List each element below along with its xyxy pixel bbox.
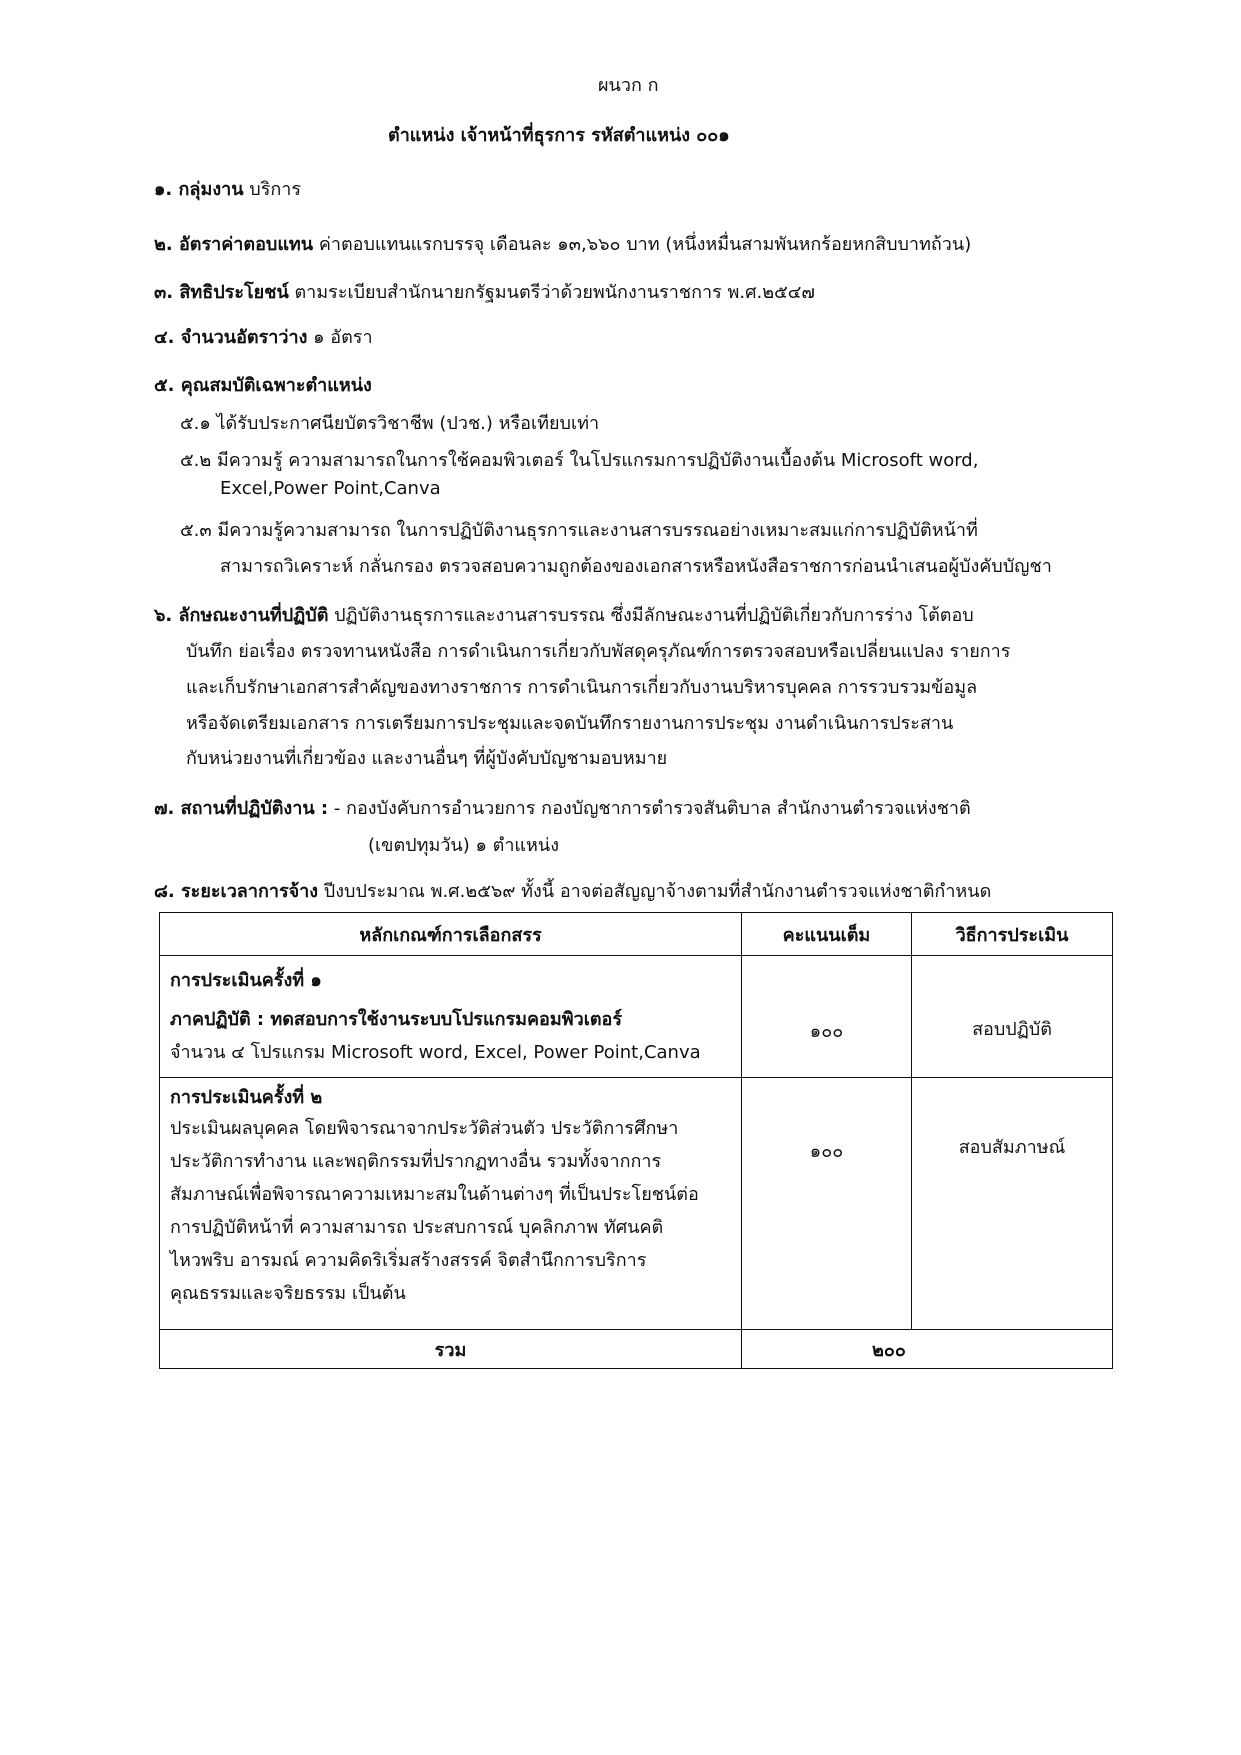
method-cell-2	[912, 1078, 1113, 1330]
score-cell-1	[742, 956, 912, 1078]
duties-line-1	[154, 600, 974, 629]
qualification-5-1: ๕.๑ ได้รับประกาศนียบัตรวิชาชีพ (ปวช.) หรือเทียบเท่า	[180, 413, 600, 434]
assessment-2-line-5: ไหวพริบ อารมณ์ ความคิดริเริ่มสร้างสรรค์ จิตสำนึกการบริการ	[170, 1250, 647, 1271]
duties-line-2: บันทึก ย่อเรื่อง ตรวจทานหนังสือ การดำเนินการเกี่ยวกับพัสดุครุภัณฑ์การตรวจสอบหรือเปลี่ยนแปลง รายการ	[186, 641, 1011, 662]
assessment-1-line-1: ภาคปฏิบัติ : ทดสอบการใช้งานระบบโปรแกรมคอมพิวเตอร์	[170, 1009, 623, 1030]
score-1: ๑๐๐	[809, 1021, 844, 1042]
workplace-line-2: (เขตปทุมวัน) ๑ ตำแหน่ง	[368, 835, 559, 856]
total-value-cell: ๒๐๐	[742, 1330, 1113, 1369]
period-label: ๘. ระยะเวลาการจ้าง	[154, 881, 319, 902]
table-header-row	[160, 913, 1113, 956]
item-2	[154, 229, 971, 258]
workplace-line-1	[154, 793, 971, 822]
assessment-2-line-4: การปฏิบัติหน้าที่ ความสามารถ ประสบการณ์ บุคลิกภาพ ทัศนคติ	[170, 1217, 664, 1238]
annex-heading: ผนวก ก	[598, 75, 659, 96]
period-text: ปีงบประมาณ พ.ศ.๒๕๖๙ ทั้งนี้ อาจต่อสัญญาจ้างตามที่สำนักงานตำรวจแห่งชาติกำหนด	[323, 881, 992, 902]
method-cell-1	[912, 956, 1113, 1078]
item-1-text: บริการ	[249, 179, 302, 200]
table-total-row	[160, 1330, 1113, 1369]
assessment-1-title: การประเมินครั้งที่ ๑	[170, 970, 322, 991]
table-row	[160, 956, 1113, 1078]
item-3	[154, 277, 815, 306]
item-3-text: ตามระเบียบสำนักนายกรัฐมนตรีว่าด้วยพนักงานราชการ พ.ศ.๒๕๔๗	[294, 282, 815, 303]
item-4	[154, 322, 373, 351]
workplace-text-1: - กองบังคับการอำนวยการ กองบัญชาการตำรวจสันติบาล สำนักงานตำรวจแห่งชาติ	[333, 798, 971, 819]
assessment-2-line-6: คุณธรรมและจริยธรรม เป็นต้น	[170, 1283, 406, 1304]
qualification-5-2: ๕.๒ มีความรู้ ความสามารถในการใช้คอมพิวเตอร์ ในโปรแกรมการปฏิบัติงานเบื้องต้น Microsoft word,	[180, 450, 979, 471]
item-1	[154, 174, 301, 203]
qualification-5-3-cont: สามารถวิเคราะห์ กลั่นกรอง ตรวจสอบความถูกต้องของเอกสารหรือหนังสือราชการก่อนนำเสนอผู้บังคับบัญชา	[220, 556, 1052, 577]
assessment-2-line-2: ประวัติการทำงาน และพฤติกรรมที่ปรากฏทางอื่น รวมทั้งจากการ	[170, 1151, 662, 1172]
item-4-text: ๑ อัตรา	[313, 327, 373, 348]
method-1: สอบปฏิบัติ	[972, 1019, 1052, 1040]
position-title: ตำแหน่ง เจ้าหน้าที่ธุรการ รหัสตำแหน่ง ๐๐๑	[388, 125, 730, 146]
item-4-label: ๔. จำนวนอัตราว่าง	[154, 327, 308, 348]
assessment-2-title: การประเมินครั้งที่ ๒	[170, 1087, 323, 1108]
item-5-label: ๕. คุณสมบัติเฉพาะตำแหน่ง	[154, 375, 372, 396]
duties-line-3: และเก็บรักษาเอกสารสำคัญของทางราชการ การดำเนินการเกี่ยวกับงานบริหารบุคคล การรวบรวมข้อมูล	[186, 677, 978, 698]
score-cell-2	[742, 1078, 912, 1330]
score-2: ๑๐๐	[809, 1141, 844, 1162]
assessment-2-line-3: สัมภาษณ์เพื่อพิจารณาความเหมาะสมในด้านต่างๆ ที่เป็นประโยชน์ต่อ	[170, 1184, 699, 1205]
table-row	[160, 1078, 1113, 1330]
header-criteria: หลักเกณฑ์การเลือกสรร	[160, 913, 742, 956]
qualification-5-2-cont: Excel,Power Point,Canva	[220, 478, 441, 499]
assessment-2-line-1: ประเมินผลบุคคล โดยพิจารณาจากประวัติส่วนตัว ประวัติการศึกษา	[170, 1118, 679, 1139]
item-3-label: ๓. สิทธิประโยชน์	[154, 282, 289, 303]
duties-line-5: กับหน่วยงานที่เกี่ยวข้อง และงานอื่นๆ ที่ผู้บังคับบัญชามอบหมาย	[186, 748, 668, 769]
total-label-cell: รวม	[160, 1330, 742, 1369]
selection-criteria-table	[159, 912, 1113, 1369]
duties-line-4: หรือจัดเตรียมเอกสาร การเตรียมการประชุมและจดบันทึกรายงานการประชุม งานดำเนินการประสาน	[186, 713, 954, 734]
duties-text-1: ปฏิบัติงานธุรการและงานสารบรรณ ซึ่งมีลักษณะงานที่ปฏิบัติเกี่ยวกับการร่าง โต้ตอบ	[334, 605, 974, 626]
assessment-1-line-2: จำนวน ๔ โปรแกรม Microsoft word, Excel, Power Point,Canva	[170, 1042, 701, 1063]
item-1-label: ๑. กลุ่มงาน	[154, 179, 244, 200]
workplace-label: ๗. สถานที่ปฏิบัติงาน :	[154, 798, 329, 819]
criteria-cell-1	[160, 956, 742, 1078]
item-2-text: ค่าตอบแทนแรกบรรจุ เดือนละ ๑๓,๖๖๐ บาท (หนึ่งหมื่นสามพันหกร้อยหกสิบบาทถ้วน)	[318, 234, 972, 255]
criteria-cell-2	[160, 1078, 742, 1330]
item-5	[154, 370, 372, 399]
header-method: วิธีการประเมิน	[912, 913, 1113, 956]
qualification-5-3: ๕.๓ มีความรู้ความสามารถ ในการปฏิบัติงานธุรการและงานสารบรรณอย่างเหมาะสมแก่การปฏิบัติหน้าที่	[180, 520, 978, 541]
header-full-score: คะแนนเต็ม	[742, 913, 912, 956]
period-line	[154, 876, 991, 905]
method-2: สอบสัมภาษณ์	[958, 1137, 1066, 1158]
item-2-label: ๒. อัตราค่าตอบแทน	[154, 234, 314, 255]
duties-label: ๖. ลักษณะงานที่ปฏิบัติ	[154, 605, 329, 626]
